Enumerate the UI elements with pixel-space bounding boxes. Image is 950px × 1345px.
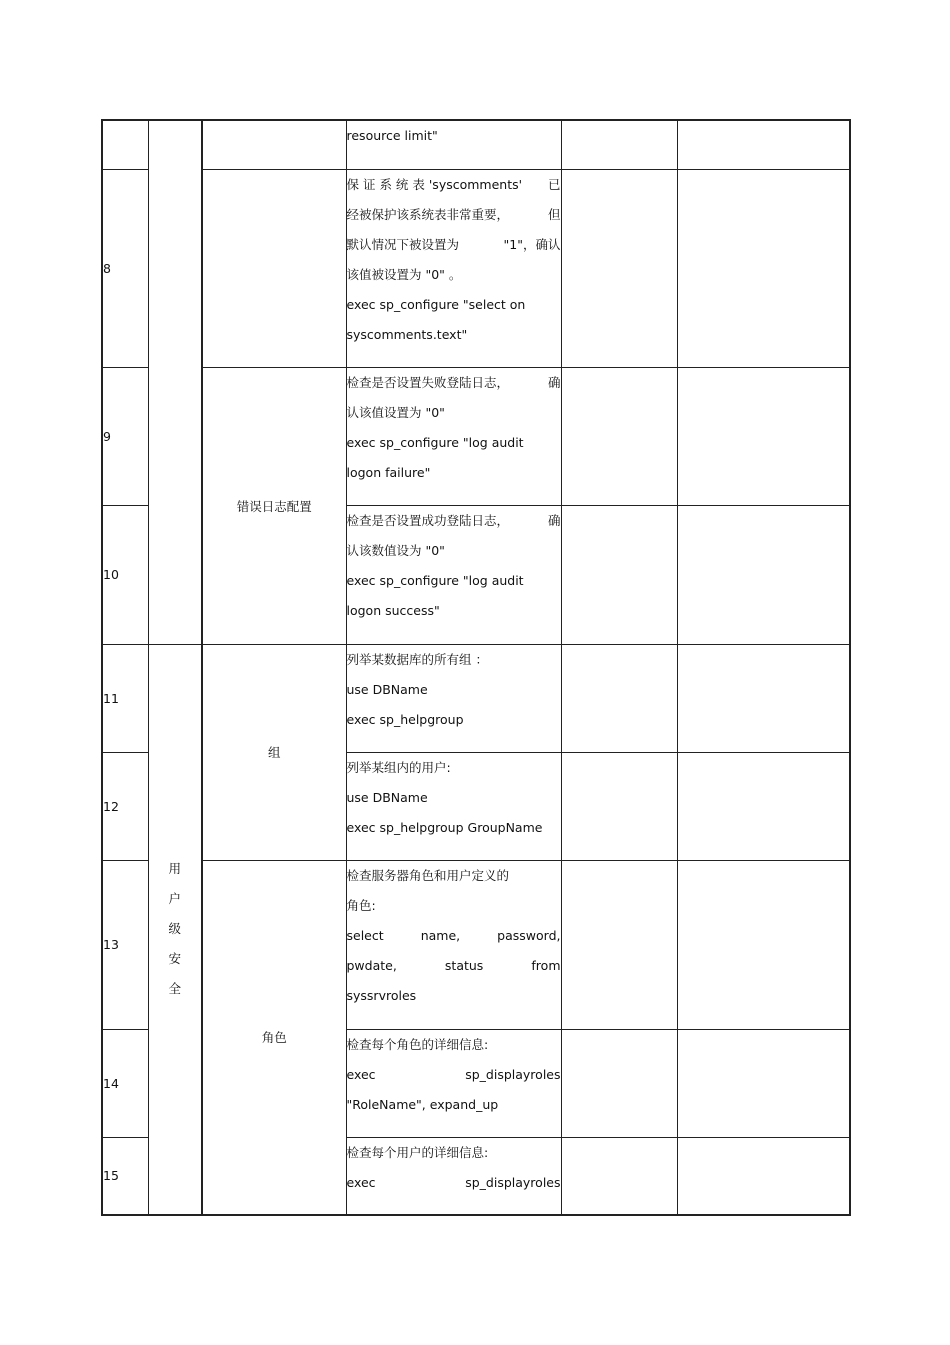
remarks-cell <box>677 120 850 169</box>
result-cell <box>561 860 677 1029</box>
category-label: 用户级安全 <box>168 861 181 997</box>
category-cell-empty <box>148 120 202 644</box>
result-cell <box>561 1029 677 1137</box>
description-line: 检查每个角色的详细信息: <box>346 1036 489 1052</box>
description-line <box>347 506 561 536</box>
description-line-part: 确 <box>547 374 561 390</box>
description-line-part: from <box>531 957 561 973</box>
check-description <box>346 644 561 752</box>
remarks-cell <box>677 1137 850 1215</box>
description-line: syssrvroles <box>346 987 417 1003</box>
remarks-cell <box>677 644 850 752</box>
row-number: 11 <box>102 644 148 752</box>
description-line <box>347 1168 561 1198</box>
description-line-part: 保 证 系 统 表 'syscomments' <box>346 176 523 192</box>
description-line <box>347 1060 561 1090</box>
result-cell <box>561 120 677 169</box>
description-line: exec sp_configure "log audit <box>346 434 524 450</box>
check-description <box>346 120 561 169</box>
description-line: 该值被设置为 "0" 。 <box>346 266 462 282</box>
check-description <box>346 1029 561 1137</box>
category-user-level-security <box>148 644 202 1215</box>
description-line: "RoleName", expand_up <box>346 1096 499 1112</box>
result-cell <box>561 169 677 367</box>
description-line: logon success" <box>346 602 440 618</box>
description-line: 列举某数据库的所有组 ： <box>346 651 488 667</box>
row-number: 10 <box>102 505 148 644</box>
check-description <box>346 1137 561 1215</box>
description-line: exec sp_configure "log audit <box>346 572 524 588</box>
description-line: use DBName <box>346 681 428 697</box>
description-line-part: 确 <box>547 512 561 528</box>
description-line <box>347 200 561 230</box>
row-number: 15 <box>102 1137 148 1215</box>
description-line-part: 已 <box>547 176 561 192</box>
row-number: 13 <box>102 860 148 1029</box>
description-line: 认该数值设为 "0" <box>346 542 445 558</box>
description-line-part: exec <box>346 1174 376 1190</box>
description-line: use DBName <box>346 789 428 805</box>
description-line: resource limit" <box>346 128 438 143</box>
description-line-part: sp_displayroles <box>465 1174 561 1190</box>
description-line-part: 经被保护该系统表非常重要， <box>346 206 510 222</box>
description-line: logon failure" <box>346 464 431 480</box>
table-row <box>102 120 850 169</box>
description-line-part: sp_displayroles <box>465 1066 561 1082</box>
row-number: 12 <box>102 752 148 860</box>
subcategory-role: 角色 <box>202 860 346 1215</box>
description-line-part: exec <box>346 1066 376 1082</box>
table-row <box>102 860 850 1029</box>
description-line-part: name, <box>420 927 461 943</box>
result-cell <box>561 367 677 505</box>
description-line <box>347 230 561 260</box>
description-line-part: 检查是否设置失败登陆日志， <box>346 374 510 390</box>
description-line-part: "1"，确认 <box>503 236 561 252</box>
check-description <box>346 860 561 1029</box>
subcategory-cell-empty <box>202 169 346 367</box>
row-number <box>102 120 148 169</box>
result-cell <box>561 1137 677 1215</box>
description-line <box>347 368 561 398</box>
check-description <box>346 169 561 367</box>
remarks-cell <box>677 860 850 1029</box>
remarks-cell <box>677 169 850 367</box>
table-row <box>102 169 850 367</box>
description-line: 认该值设置为 "0" <box>346 404 445 420</box>
description-line: exec sp_helpgroup <box>346 711 464 727</box>
result-cell <box>561 644 677 752</box>
remarks-cell <box>677 505 850 644</box>
subcategory-group: 组 <box>202 644 346 860</box>
description-line: exec sp_configure "select on <box>346 296 526 312</box>
remarks-cell <box>677 367 850 505</box>
row-number: 8 <box>102 169 148 367</box>
security-check-table <box>101 119 851 1216</box>
result-cell <box>561 752 677 860</box>
description-line: 检查服务器角色和用户定义的 <box>346 867 510 883</box>
description-line: syscomments.text" <box>346 326 468 342</box>
check-description <box>346 367 561 505</box>
description-line-part: 检查是否设置成功登陆日志， <box>346 512 510 528</box>
subcategory-cell-empty <box>202 120 346 169</box>
description-line: 检查每个用户的详细信息: <box>346 1144 489 1160</box>
description-line-part: 但 <box>547 206 561 222</box>
result-cell <box>561 505 677 644</box>
description-line-part: pwdate, <box>346 957 397 973</box>
subcategory-error-log-config: 错误日志配置 <box>202 367 346 644</box>
description-line-part: password, <box>497 927 561 943</box>
description-line: 列举某组内的用户: <box>346 759 451 775</box>
remarks-cell <box>677 752 850 860</box>
check-description <box>346 752 561 860</box>
description-line-part: select <box>346 927 384 943</box>
row-number: 14 <box>102 1029 148 1137</box>
remarks-cell <box>677 1029 850 1137</box>
description-line <box>347 951 561 981</box>
table-row <box>102 367 850 505</box>
description-line: 角色: <box>346 897 376 913</box>
description-line <box>347 170 561 200</box>
check-description <box>346 505 561 644</box>
description-line-part: 默认情况下被设置为 <box>346 236 460 252</box>
description-line: exec sp_helpgroup GroupName <box>346 819 543 835</box>
description-line <box>347 921 561 951</box>
description-line-part: status <box>444 957 484 973</box>
row-number: 9 <box>102 367 148 505</box>
table-row <box>102 644 850 752</box>
